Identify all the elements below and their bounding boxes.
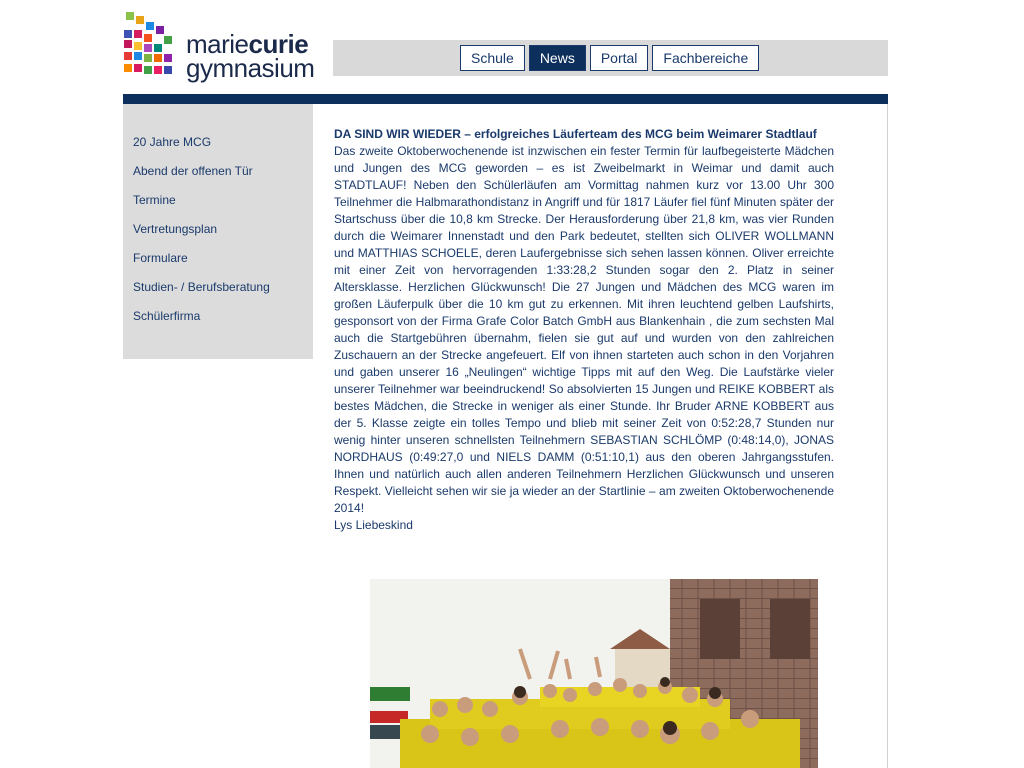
logo-wordmark — [186, 29, 315, 83]
logo-mosaic-icon — [124, 12, 176, 78]
sidebar-item-vertretungsplan[interactable]: Vertretungsplan — [133, 222, 218, 236]
sidebar-item-berufsberatung[interactable]: Studien- / Berufsberatung — [133, 280, 270, 294]
sidebar — [123, 104, 313, 359]
sidebar-item-formulare[interactable]: Formulare — [133, 251, 188, 265]
logo-text-marie: marie — [186, 29, 249, 59]
sidebar-item-schuelerfirma[interactable]: Schülerfirma — [133, 309, 201, 323]
team-photo-image — [370, 579, 818, 768]
team-photo — [370, 579, 818, 768]
tab-news[interactable]: News — [529, 45, 586, 71]
sidebar-item-abend-der-offenen-tuer[interactable]: Abend der offenen Tür — [133, 164, 253, 178]
header-divider — [123, 94, 888, 104]
sidebar-item-termine[interactable]: Termine — [133, 193, 176, 207]
tab-fachbereiche[interactable]: Fachbereiche — [652, 45, 759, 71]
top-nav — [460, 45, 759, 71]
sidebar-item-20-jahre-mcg[interactable]: 20 Jahre MCG — [133, 135, 212, 149]
article-author: Lys Liebeskind — [334, 518, 413, 532]
tab-schule[interactable]: Schule — [460, 45, 525, 71]
logo-text-curie: curie — [248, 29, 309, 59]
tab-portal[interactable]: Portal — [590, 45, 649, 71]
article-title: DA SIND WIR WIEDER – erfolgreiches Läuferteam des MCG beim Weimarer Stadtlauf — [334, 127, 817, 141]
article-body: Das zweite Oktoberwochenende ist inzwischen ein fester Termin für laufbegeisterte Mädchen und Jungen des MCG geworden – es ist Zweibelmarkt in Weimar und damit auch STADTLAUF! Neben den Schülerläufen am Vormittag nahmen kurz vor 13.00 Uhr 300 Teilnehmer die Halbmarathondistanz in Angriff und für 1817 Läufer fiel fünf Minuten später der Startschuss über die 10,8 km Strecke. Der Herausforderung über 21,8 km, was vier Runden durch die Weimarer Innenstadt und den Park bedeutet, stellten sich OLIVER WOLLMANN und MATTHIAS SCHOELE, deren Laufergebnisse sich sehen lassen können. Oliver erreichte mit einer Zeit von hervorragenden 1:33:28,2 Stunden sogar den 2. Platz in seiner Altersklasse. Herzlichen Glückwunsch! Die 27 Jungen und Mädchen des MCG waren im großen Läuferpulk über die 10 km gut zu erkennen. Mit ihren leuchtend gelben Laufshirts, gesponsort von der Firma Grafe Color Batch GmbH aus Blankenhain , die zum sechsten Mal auch die Startgebühren übernahm, fielen sie gut auf und wurden von den zahlreichen Zuschauern an der Strecke angefeuert. Elf von ihnen starteten auch schon in den Vorjahren und gaben unserer 16 „Neulingen“ wichtige Tipps mit auf den Weg. Die Laufstärke vieler unserer Teilnehmer war beeindruckend! So absolvierten 15 Jungen und REIKE KOBBERT als bestes Mädchen, die Strecke in weniger als einer Stunde. Ihr Bruder ARNE KOBBERT aus der 5. Klasse zeigte ein tolles Tempo und blieb mit seiner Zeit von 0:52:28,7 Stunden nur wenig hinter unseren schnellsten Teilnehmern SEBASTIAN SCHLÖMP (0:48:14,0), JONAS NORDHAUS (0:49:27,0 und NIELS DAMM (0:51:10,1) aus den oberen Jahrgangsstufen. Ihnen und natürlich auch allen anderen Teilnehmern Herzlichen Glückwunsch und unseren Respekt. Vielleicht sehen wir sie ja wieder an der Startlinie – am zweiten Oktoberwochenende 2014! — [334, 144, 834, 515]
school-logo[interactable] — [124, 12, 324, 82]
logo-text-gymnasium: gymnasium — [186, 53, 315, 83]
news-article — [334, 126, 834, 534]
